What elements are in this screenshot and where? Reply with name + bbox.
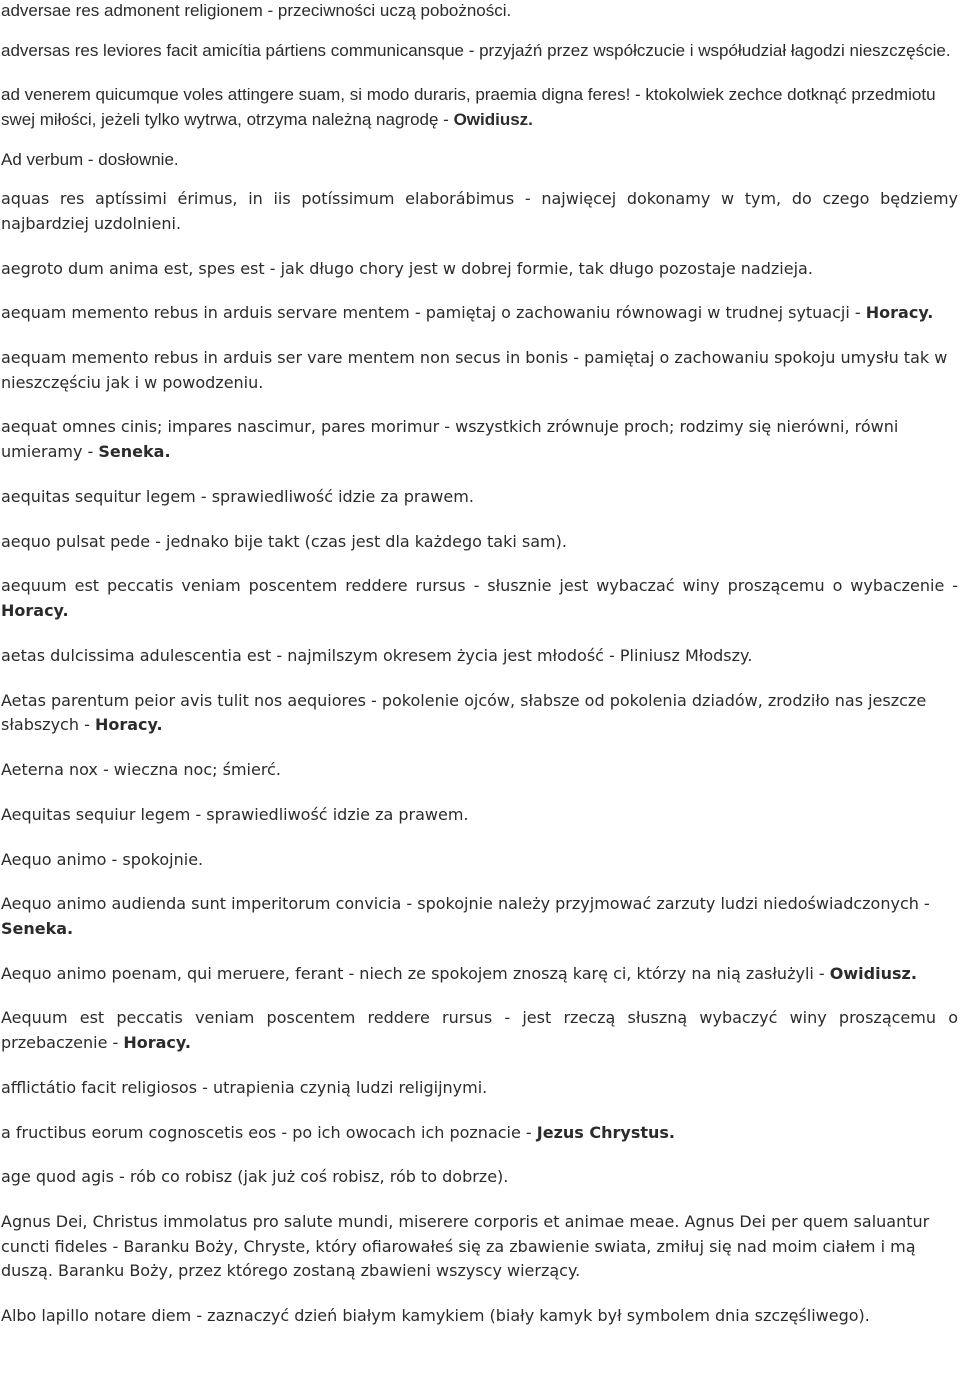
entry: Agnus Dei, Christus immolatus pro salute mundi, miserere corporis et animae meae. Agnus Dei per quem saluantur cuncti fideles - Baranku Boży, Chryste, który ofiarowałeś się za zbawienie swiata, zmiłuj się nad moim ciałem i mą duszą. Baranku Boży, przez którego zostaną zbawieni wszyscy wierzący. — [1, 1212, 930, 1281]
entry: Aequum est peccatis veniam poscentem reddere rursus - jest rzeczą słuszną wybaczyć winy proszącemu o przebaczenie - Horacy. — [1, 1008, 958, 1053]
author-name: Jezus Chrystus. — [536, 1122, 675, 1142]
entry: Aequo animo audienda sunt imperitorum convicia - spokojnie należy przyjmować zarzuty ludzi niedoświadczonych - Seneka. — [1, 894, 930, 938]
entry: a fructibus eorum cognoscetis eos - po ich owocach ich poznacie - Jezus Chrystus. — [1, 1122, 675, 1142]
entry: Aeterna nox - wieczna noc; śmierć. — [1, 759, 281, 779]
entry: Aetas parentum peior avis tulit nos aequiores - pokolenie ojców, słabsze od pokolenia dziadów, zrodziło nas jeszcze słabszych - Horacy. — [1, 690, 927, 735]
entry: Aequo animo poenam, qui meruere, ferant - niech ze spokojem znoszą karę ci, którzy na nią zasłużyli - Owidiusz. — [1, 963, 917, 983]
entry: aequam memento rebus in arduis ser vare mentem non secus in bonis - pamiętaj o zachowaniu spokoju umysłu tak w nieszczęściu jak i w powodzeniu. — [1, 348, 948, 392]
author-name: Horacy. — [123, 1033, 191, 1053]
entry: Albo lapillo notare diem - zaznaczyć dzień białym kamykiem (biały kamyk był symbolem dnia szczęśliwego). — [1, 1306, 870, 1326]
entry: afflictátio facit religiosos - utrapienia czynią ludzi religijnymi. — [1, 1077, 488, 1097]
entry: aequat omnes cinis; impares nascimur, pares morimur - wszystkich zrównuje proch; rodzimy się nierówni, równi umieramy - Seneka. — [1, 417, 899, 462]
author-name: Horacy. — [94, 715, 163, 735]
entry: aequo pulsat pede - jednako bije takt (czas jest dla każdego taki sam). — [1, 531, 567, 551]
entry: aquas res aptíssimi érimus, in iis potíssimum elaborábimus - najwięcej dokonamy w tym, do czego będziemy najbardziej uzdolnieni. — [1, 189, 958, 233]
entry: age quod agis - rób co robisz (jak już coś robisz, rób to dobrze). — [1, 1167, 509, 1187]
entry: ad venerem quicumque voles attingere suam, si modo duraris, praemia digna feres! - ktokolwiek zechce dotknąć przedmiotu swej miłości, jeżeli tylko wytrwa, otrzyma należną nagrodę - Owidiusz. — [1, 85, 936, 129]
author-name: Owidiusz. — [453, 109, 533, 129]
author-name: Owidiusz. — [829, 963, 917, 983]
entry: Aequitas sequiur legem - sprawiedliwość idzie za prawem. — [1, 804, 469, 824]
author-name: Seneka. — [1, 918, 74, 938]
entry: aegroto dum anima est, spes est - jak długo chory jest w dobrej formie, tak długo pozostaje nadzieja. — [1, 258, 813, 278]
author-name: Horacy. — [1, 601, 69, 620]
entry: Aequo animo - spokojnie. — [1, 849, 204, 869]
entry: adversas res leviores facit amicítia pártiens communicansque - przyjaźń przez współczucie i współudział łagodzi nieszczęście. — [1, 40, 951, 60]
author-name: Seneka. — [98, 442, 171, 462]
entry: Ad verbum - dosłownie. — [1, 149, 179, 169]
entry: aequum est peccatis veniam poscentem reddere rursus - słusznie jest wybaczać winy proszącemu o wybaczenie - Horacy. — [1, 576, 958, 620]
entry: adversae res admonent religionem - przeciwności uczą pobożności. — [1, 1, 512, 20]
entry: aetas dulcissima adulescentia est - najmilszym okresem życia jest młodość - Pliniusz Młodszy. — [1, 645, 753, 665]
entry: aequam memento rebus in arduis servare mentem - pamiętaj o zachowaniu równowagi w trudnej sytuacji - Horacy. — [1, 303, 934, 323]
entry: aequitas sequitur legem - sprawiedliwość idzie za prawem. — [1, 486, 474, 506]
author-name: Horacy. — [865, 303, 934, 323]
